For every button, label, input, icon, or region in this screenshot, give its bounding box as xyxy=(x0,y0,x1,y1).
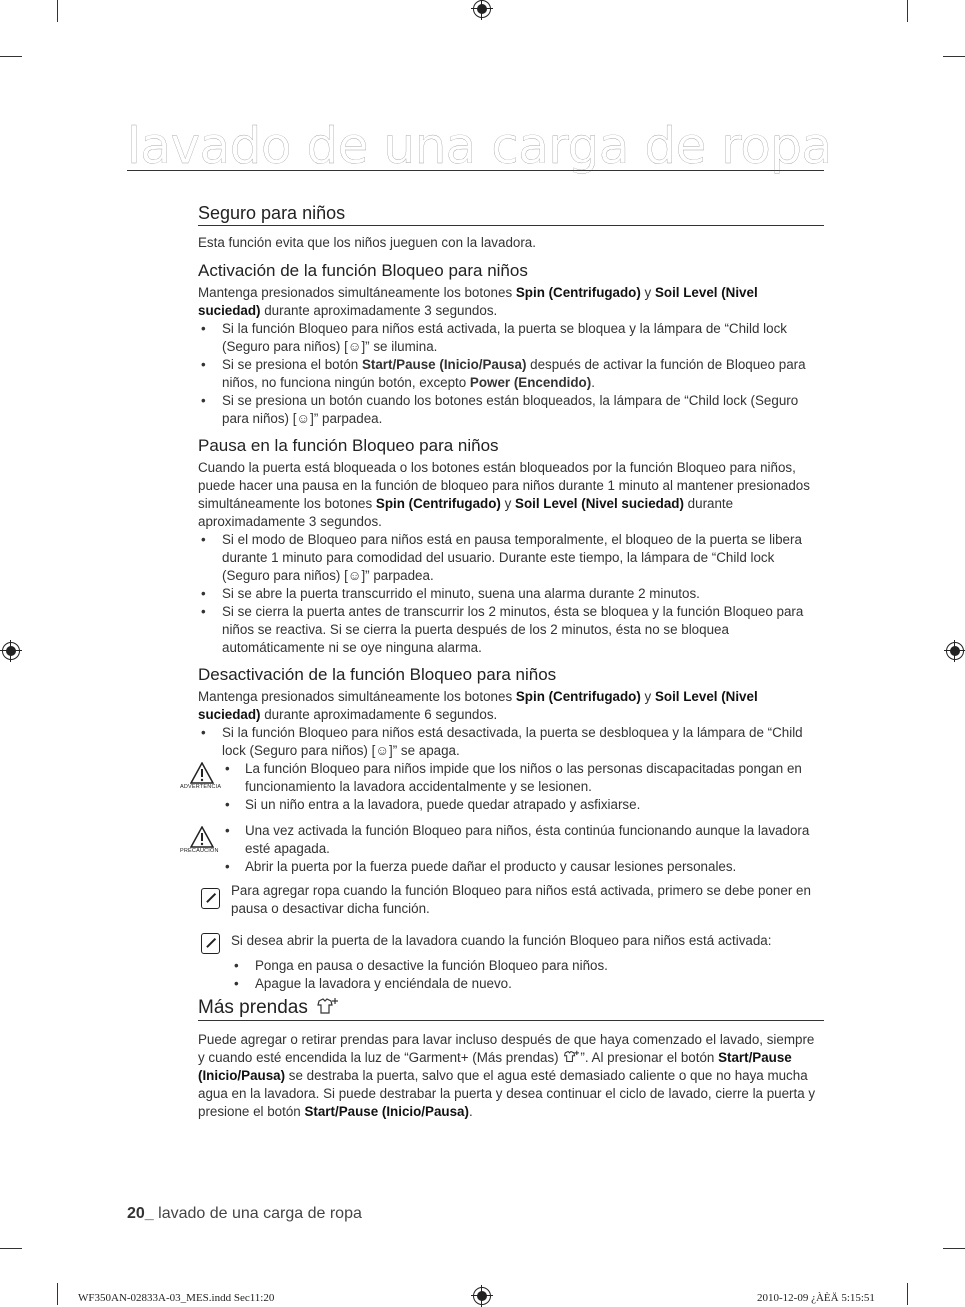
caution-triangle-icon xyxy=(190,826,214,848)
list-item: • Si se presiona un botón cuando los botones están bloqueados, la lámpara de “Child lock (Seguro para niños) [☺]” parpadea. xyxy=(201,393,799,426)
pause-text: Cuando la puerta está bloqueada o los botones están bloqueados por la función Bloqueo para niños, puede hacer una pausa en la función de bloqueo para niños durante 1 minuto al mantener presionados simultáneamente los botones Spin (Centrifugado) y Soil Level (Nivel suciedad) durante aproximadamente 3 segundos. xyxy=(198,460,810,529)
crop-mark xyxy=(943,56,965,57)
registration-mark-icon xyxy=(473,1287,491,1305)
activation-heading: Activación de la función Bloqueo para niños xyxy=(198,261,528,280)
more-garments-text: Puede agregar o retirar prendas para lavar incluso después de que haya comenzado el lavado, siempre y cuando esté encendida la luz de “Garment+ (Más prendas) ”. Al presionar el botón Start/Pause (Inicio/Pausa) se destraba la puerta, salvo que el agua esté demasiado caliente o que no haya mucha agua en la lavadora. Si puede destrabar la puerta y desea continuar el ciclo de lavado, cierre la puerta y presione el botón Start/Pause (Inicio/Pausa). xyxy=(198,1032,816,1119)
list-item: • Si la función Bloqueo para niños está desactivada, la puerta se desbloquea y la lámpara de “Child lock (Seguro para niños) [☺]” se apaga. xyxy=(201,725,803,758)
page-footer-label: lavado de una carga de ropa xyxy=(158,1205,362,1222)
crop-mark xyxy=(907,0,908,22)
page-number: 20_ xyxy=(127,1205,154,1222)
shirt-plus-icon xyxy=(562,1050,580,1063)
note-icon xyxy=(201,888,220,909)
note-icon xyxy=(201,933,220,954)
list-item: • Ponga en pausa o desactive la función Bloqueo para niños. xyxy=(234,958,608,973)
crop-mark xyxy=(57,1283,58,1305)
note-text: Si desea abrir la puerta de la lavadora cuando la función Bloqueo para niños está activada: xyxy=(231,933,772,948)
print-timestamp: 2010-12-09 ¿ÀÈÄ 5:15:51 xyxy=(757,1292,875,1304)
list-item: • Si se abre la puerta transcurrido el minuto, suena una alarma durante 2 minutos. xyxy=(201,586,700,601)
warning-label: ADVERTENCIA xyxy=(180,784,222,790)
registration-mark-icon xyxy=(946,642,964,660)
list-item: • Una vez activada la función Bloqueo para niños, ésta continúa funcionando aunque la lavadora esté apagada. xyxy=(225,823,810,856)
list-item: • Si un niño entra a la lavadora, puede quedar atrapado y asfixiarse. xyxy=(225,797,641,812)
page-title: lavado de una carga de ropa xyxy=(127,114,824,171)
crop-mark xyxy=(907,1283,908,1305)
list-item: • Si se cierra la puerta antes de transcurrir los 2 minutos, ésta se bloquea y la función Bloqueo para niños se reactiva. Si se cierra la puerta después de los 2 minutos, ésta no se bloquea automáticamente ni se oye ninguna alarma. xyxy=(201,604,804,655)
section-heading-more-garments: Más prendas xyxy=(198,997,824,1021)
activation-text: Mantenga presionados simultáneamente los botones Spin (Centrifugado) y Soil Level (Nivel suciedad) durante aproximadamente 3 segundos. xyxy=(198,285,758,318)
list-item: • Abrir la puerta por la fuerza puede dañar el producto y causar lesiones personales. xyxy=(225,859,737,874)
list-item: • Si se presiona el botón Start/Pause (Inicio/Pausa) después de activar la función de Bloqueo para niños, no funciona ningún botón, excepto Power (Encendido). xyxy=(201,357,806,390)
list-item: • Apague la lavadora y enciéndala de nuevo. xyxy=(234,976,512,991)
pause-heading: Pausa en la función Bloqueo para niños xyxy=(198,436,499,455)
crop-mark xyxy=(0,56,22,57)
crop-mark xyxy=(0,1248,22,1249)
deactivation-heading: Desactivación de la función Bloqueo para niños xyxy=(198,665,557,684)
warning-block xyxy=(180,762,226,790)
caution-label: PRECAUCIÓN xyxy=(180,848,219,854)
print-file-info: WF350AN-02833A-03_MES.indd Sec11:20 xyxy=(78,1292,275,1304)
child-lock-intro: Esta función evita que los niños jueguen con la lavadora. xyxy=(198,235,536,250)
list-item: • La función Bloqueo para niños impide que los niños o las personas discapacitadas pongan en funcionamiento la lavadora accidentalmente y se lesionen. xyxy=(225,761,802,794)
crop-mark xyxy=(57,0,58,22)
list-item: • Si el modo de Bloqueo para niños está en pausa temporalmente, el bloqueo de la puerta se libera durante 1 minuto para comodidad del usuario. Durante este tiempo, la lámpara de “Child lock (Seguro para niños) [☺]” parpadea. xyxy=(201,532,802,583)
caution-block xyxy=(180,826,226,854)
registration-mark-icon xyxy=(2,642,20,660)
registration-mark-icon xyxy=(473,0,491,18)
warning-triangle-icon xyxy=(190,762,214,784)
section-heading-child-lock: Seguro para niños xyxy=(198,203,824,226)
note-text: Para agregar ropa cuando la función Bloqueo para niños está activada, primero se debe poner en pausa o desactivar dicha función. xyxy=(231,883,811,916)
page-footer xyxy=(127,1205,362,1223)
list-item: • Si la función Bloqueo para niños está activada, la puerta se bloquea y la lámpara de “Child lock (Seguro para niños) [☺]” se ilumina. xyxy=(201,321,787,354)
shirt-plus-icon xyxy=(315,997,339,1015)
crop-mark xyxy=(943,1248,965,1249)
deactivation-text: Mantenga presionados simultáneamente los botones Spin (Centrifugado) y Soil Level (Nivel suciedad) durante aproximadamente 6 segundos. xyxy=(198,689,758,722)
